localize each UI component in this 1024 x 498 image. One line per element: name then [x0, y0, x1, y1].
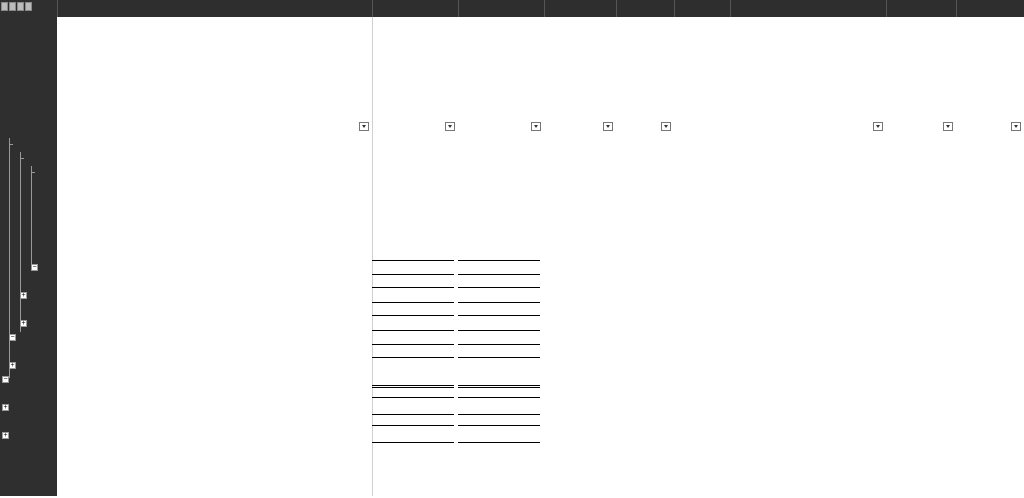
row-number[interactable] — [38, 414, 57, 428]
total-underline — [458, 357, 540, 358]
column-header-c[interactable] — [459, 0, 545, 17]
total-underline — [458, 287, 540, 288]
filter-dropdown-h[interactable] — [943, 122, 953, 131]
total-underline — [372, 357, 454, 358]
row-number[interactable] — [38, 288, 57, 302]
row-number[interactable] — [38, 232, 57, 246]
filter-dropdown-g[interactable] — [873, 122, 883, 131]
outline-collapse-icon[interactable]: − — [3, 376, 8, 383]
row-number[interactable] — [38, 64, 57, 78]
row-number[interactable] — [38, 162, 57, 176]
outline-expand-icon[interactable]: + — [10, 362, 15, 369]
filter-dropdown-a[interactable] — [359, 122, 369, 131]
total-underline — [372, 315, 454, 316]
total-underline — [372, 302, 454, 303]
row-number[interactable] — [38, 456, 57, 470]
column-header-a[interactable] — [58, 0, 373, 17]
row-number[interactable] — [38, 442, 57, 456]
column-header-g[interactable] — [731, 0, 887, 17]
total-double-underline — [458, 385, 540, 388]
total-underline — [458, 425, 540, 426]
row-number[interactable] — [38, 176, 57, 190]
filter-dropdown-d[interactable] — [603, 122, 613, 131]
outline-level-buttons — [1, 2, 33, 14]
filter-dropdown-i[interactable] — [1011, 122, 1021, 131]
column-header-h[interactable] — [887, 0, 957, 17]
outline-dot — [20, 158, 24, 159]
total-double-underline — [372, 385, 454, 388]
outline-level-4-button[interactable] — [25, 2, 32, 11]
total-underline — [372, 274, 454, 275]
outline-level-1-button[interactable] — [1, 2, 8, 11]
total-underline — [372, 397, 454, 398]
row-number[interactable] — [38, 330, 57, 344]
row-number[interactable] — [38, 50, 57, 64]
row-number[interactable] — [38, 78, 57, 92]
row-number[interactable] — [38, 428, 57, 442]
total-underline — [372, 425, 454, 426]
column-header-b[interactable] — [373, 0, 459, 17]
outline-dot — [31, 172, 35, 173]
row-number[interactable] — [38, 358, 57, 372]
row-number[interactable] — [38, 470, 57, 484]
row-number[interactable] — [38, 218, 57, 232]
row-number[interactable] — [38, 120, 57, 134]
total-underline — [458, 274, 540, 275]
total-underline — [372, 330, 454, 331]
column-header-bar — [57, 0, 1024, 17]
outline-level-2-button[interactable] — [9, 2, 16, 11]
outline-expand-icon[interactable]: + — [3, 432, 8, 439]
row-number[interactable] — [38, 134, 57, 148]
total-underline — [458, 330, 540, 331]
row-number[interactable] — [38, 204, 57, 218]
outline-level-3-button[interactable] — [17, 2, 24, 11]
total-underline — [458, 397, 540, 398]
total-underline — [372, 287, 454, 288]
outline-collapse-icon[interactable]: − — [32, 264, 37, 271]
filter-dropdown-b[interactable] — [445, 122, 455, 131]
filter-dropdown-c[interactable] — [531, 122, 541, 131]
row-number[interactable] — [38, 274, 57, 288]
row-number[interactable] — [38, 190, 57, 204]
row-number[interactable] — [38, 246, 57, 260]
row-number[interactable] — [38, 386, 57, 400]
row-number[interactable] — [38, 260, 57, 274]
total-underline — [458, 442, 540, 443]
column-header-d[interactable] — [545, 0, 617, 17]
outline-collapse-icon[interactable]: − — [10, 334, 15, 341]
row-number[interactable] — [38, 372, 57, 386]
outline-guide — [31, 166, 32, 264]
outline-expand-icon[interactable]: + — [21, 292, 26, 299]
outline-expand-icon[interactable]: + — [21, 320, 26, 327]
total-underline — [458, 302, 540, 303]
column-header-e[interactable] — [617, 0, 675, 17]
column-header-f[interactable] — [675, 0, 731, 17]
total-underline — [372, 442, 454, 443]
total-underline — [372, 414, 454, 415]
column-header-i[interactable] — [957, 0, 1024, 17]
row-number[interactable] — [38, 302, 57, 316]
outline-dot — [9, 144, 13, 145]
filter-dropdown-e[interactable] — [661, 122, 671, 131]
row-number[interactable] — [38, 148, 57, 162]
row-number[interactable] — [38, 31, 57, 45]
row-number[interactable] — [38, 92, 57, 106]
outline-guide — [20, 152, 21, 332]
total-underline — [458, 414, 540, 415]
total-underline — [458, 344, 540, 345]
outline-guide — [9, 138, 10, 378]
total-underline — [458, 315, 540, 316]
row-number[interactable] — [38, 316, 57, 330]
total-underline — [372, 260, 454, 261]
outline-expand-icon[interactable]: + — [3, 404, 8, 411]
row-number[interactable] — [38, 400, 57, 414]
total-underline — [458, 260, 540, 261]
total-underline — [372, 344, 454, 345]
row-number[interactable] — [38, 344, 57, 358]
